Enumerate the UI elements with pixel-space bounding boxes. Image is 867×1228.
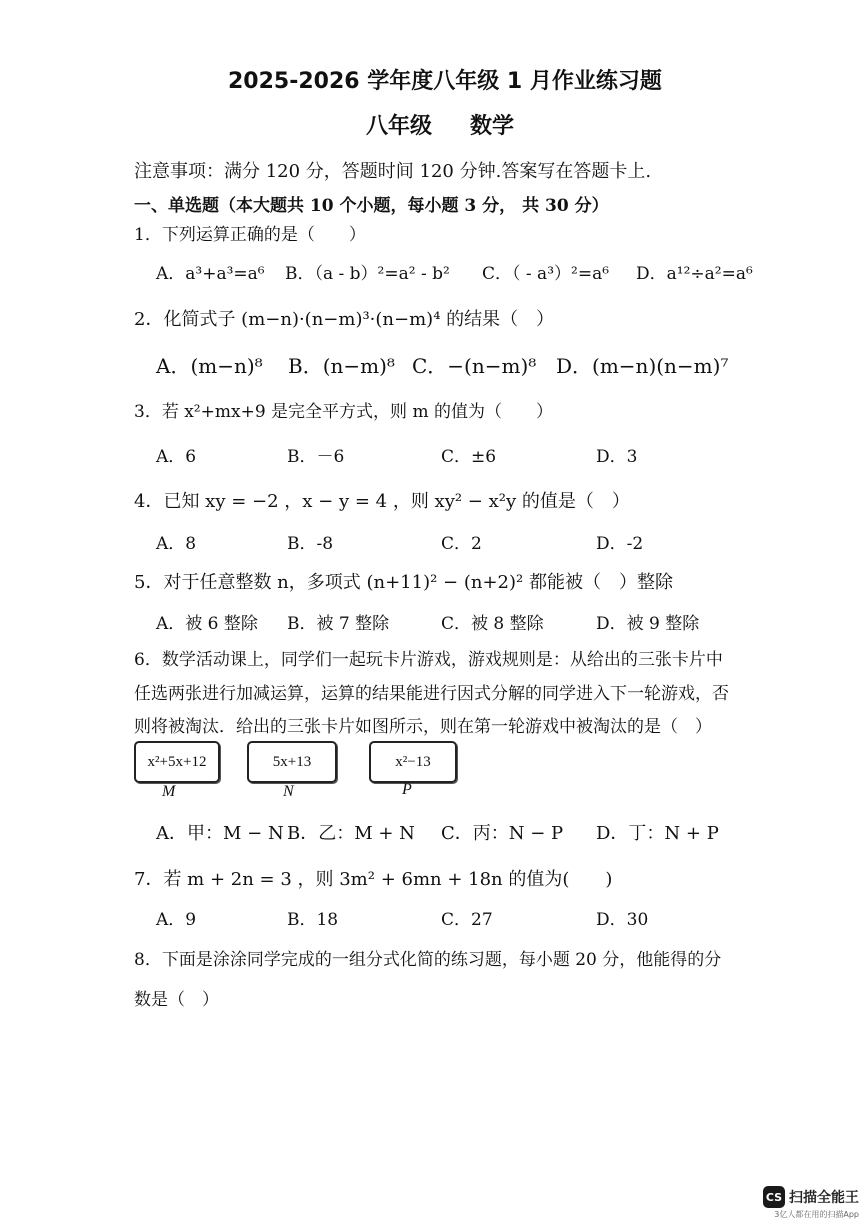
q4-option-a: A．8	[156, 534, 197, 554]
q1-option-a: A．a³+a³=a⁶	[156, 264, 265, 284]
question-8-line-2: 数是（ ）	[134, 990, 219, 1010]
q5-option-c: C．被 8 整除	[441, 614, 544, 634]
question-4-stem: 4．已知 xy = −2 ，x − y = 4 ，则 xy² − x²y 的值是（ ）	[134, 491, 630, 512]
card-m-expression: x²+5x+12	[147, 753, 207, 770]
question-6-line-2: 任选两张进行加减运算，运算的结果能进行因式分解的同学进入下一轮游戏，否	[134, 684, 729, 704]
q2-option-c: C．−(n−m)⁸	[412, 354, 537, 378]
card-m	[134, 741, 220, 783]
question-6-line-1: 6．数学活动课上，同学们一起玩卡片游戏，游戏规则是：从给出的三张卡片中	[134, 650, 723, 670]
card-p	[369, 741, 457, 783]
q2-option-d: D．(m−n)(n−m)⁷	[556, 354, 729, 378]
q4-option-c: C．2	[441, 534, 482, 554]
watermark-name: 扫描全能王	[789, 1190, 859, 1206]
q1-option-c: C．（ - a³）²=a⁶	[482, 264, 610, 284]
scanner-watermark	[763, 1186, 859, 1220]
notice-text: 注意事项：满分 120 分，答题时间 120 分钟.答案写在答题卡上.	[134, 161, 652, 182]
card-p-expression: x²−13	[395, 753, 431, 770]
q2-option-b: B．(n−m)⁸	[288, 354, 395, 378]
watermark-tagline: 3亿人都在用的扫描App	[774, 1210, 859, 1219]
q1-option-b: B．（a - b）²=a² - b²	[285, 264, 450, 284]
q7-option-a: A．9	[156, 910, 197, 930]
subject-label: 数学	[470, 114, 515, 139]
q6-option-a: A．甲：M − N	[156, 823, 284, 844]
card-n-label: N	[283, 783, 294, 800]
q7-option-d: D．30	[596, 910, 649, 930]
card-n	[247, 741, 337, 783]
card-m-label: M	[162, 783, 176, 800]
q1-option-d: D．a¹²÷a²=a⁶	[636, 264, 753, 284]
question-6-line-3: 则将被淘汰．给出的三张卡片如图所示，则在第一轮游戏中被淘汰的是（ ）	[134, 717, 712, 737]
q4-option-b: B．-8	[287, 534, 334, 554]
question-1-stem: 1．下列运算正确的是（ ）	[134, 225, 366, 245]
question-3-stem: 3．若 x²+mx+9 是完全平方式，则 m 的值为（ ）	[134, 402, 553, 422]
q3-option-a: A．6	[156, 447, 197, 467]
q3-option-c: C．±6	[441, 447, 497, 467]
q6-option-d: D．丁：N + P	[596, 823, 719, 844]
q3-option-b: B．－6	[287, 447, 345, 467]
camscanner-logo-icon: CS	[763, 1186, 785, 1208]
question-8-line-1: 8．下面是涂涂同学完成的一组分式化简的练习题，每小题 20 分，他能得的分	[134, 950, 722, 970]
card-p-label: P	[402, 781, 412, 798]
q3-option-d: D．3	[596, 447, 638, 467]
q5-option-a: A．被 6 整除	[156, 614, 258, 634]
exam-title: 2025-2026 学年度八年级 1 月作业练习题	[228, 69, 662, 94]
grade-label: 八年级	[366, 114, 433, 139]
q7-option-b: B．18	[287, 910, 339, 930]
card-n-expression: 5x+13	[272, 753, 312, 770]
q5-option-d: D．被 9 整除	[596, 614, 700, 634]
q2-option-a: A．(m−n)⁸	[156, 354, 263, 378]
question-5-stem: 5．对于任意整数 n，多项式 (n+11)² − (n+2)² 都能被（ ）整除	[134, 572, 673, 593]
q6-option-b: B．乙：M + N	[287, 823, 415, 844]
q6-option-c: C．丙：N − P	[441, 823, 564, 844]
q5-option-b: B．被 7 整除	[287, 614, 390, 634]
q4-option-d: D．-2	[596, 534, 644, 554]
question-7-stem: 7．若 m + 2n = 3 ，则 3m² + 6mn + 18n 的值为( )	[134, 869, 613, 890]
section-heading: 一、单选题（本大题共 10 个小题，每小题 3 分， 共 30 分）	[134, 196, 609, 216]
q7-option-c: C．27	[441, 910, 493, 930]
question-2-stem: 2．化简式子 (m−n)·(n−m)³·(n−m)⁴ 的结果（ ）	[134, 309, 555, 330]
